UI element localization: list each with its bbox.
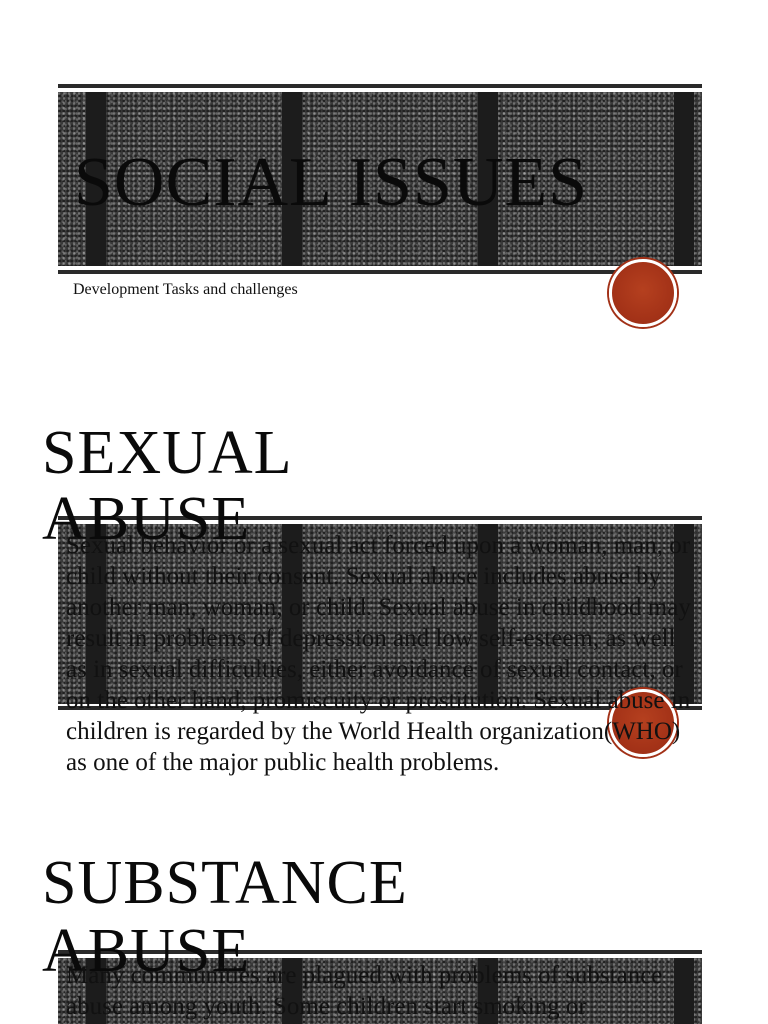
accent-circle	[609, 259, 677, 327]
slide-3	[0, 850, 768, 1024]
slide-title-line-2: ABUSE	[42, 917, 251, 985]
slide-1	[0, 0, 768, 330]
slide-body-text: Many communities are plagued with problems of substance abuse among youth. Some children start smoking or	[66, 962, 663, 1020]
slide-title-line-2: ABUSE	[42, 485, 251, 553]
slide-2	[0, 400, 768, 850]
slide-subtitle: Development Tasks and challenges	[73, 281, 298, 298]
slide-body-text: Sexual behavior or a sexual act forced upon a woman, man, or child without their consent. Sexual abuse includes abuse by another man, woman, or child. Sexual abuse in childhood may result in problems of depression and low self-esteem, as well as in sexual difficulties, either avoidance of sexual contact, or on the other hand, promiscuity or prostitution. Sexual abuse in children is regarded by the World Health organization(WHO) as one of the major public health problems.	[66, 532, 691, 776]
banner-top-rule	[58, 84, 702, 88]
slide-title: SOCIAL ISSUES	[74, 144, 589, 221]
slide-title-line-1: SUBSTANCE	[42, 850, 408, 917]
banner-bottom-rule	[58, 270, 702, 274]
slide-title-line-1: SEXUAL	[42, 419, 293, 487]
